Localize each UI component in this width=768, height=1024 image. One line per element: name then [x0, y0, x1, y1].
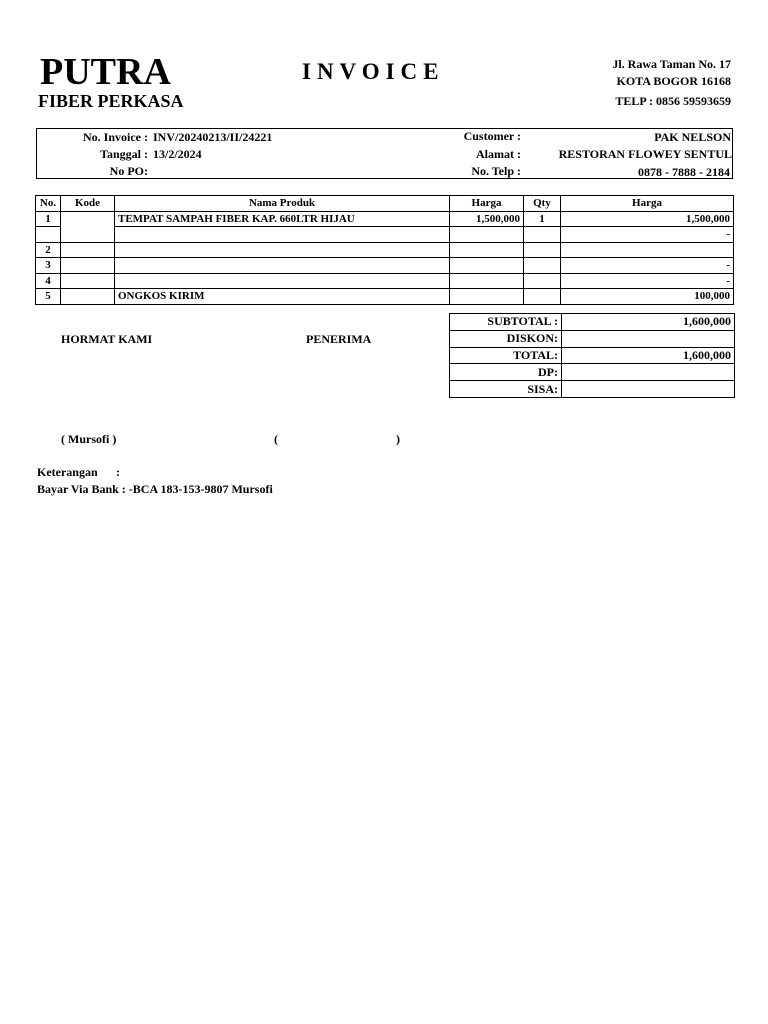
row-total: 1,500,000: [561, 211, 734, 227]
row-qty: [524, 242, 561, 258]
subtotal-row: [450, 314, 735, 331]
total-label: TOTAL:: [450, 347, 562, 364]
row-kode: [61, 273, 115, 289]
row-nama: [115, 258, 450, 274]
totals-table: [449, 313, 735, 398]
row-no: 2: [36, 242, 61, 258]
row-no: 1: [36, 211, 61, 227]
dp-label: DP:: [450, 364, 562, 381]
row-harga: 1,500,000: [450, 211, 524, 227]
signature-right-open: (: [274, 432, 278, 446]
header-kode: Kode: [61, 196, 115, 212]
row-harga: [450, 242, 524, 258]
row-qty: 1: [524, 211, 561, 227]
row-total: 100,000: [561, 289, 734, 305]
row-nama: [115, 227, 450, 243]
invoice-date-label: Tanggal :: [100, 147, 148, 161]
row-harga: [450, 289, 524, 305]
subtotal-label: SUBTOTAL :: [450, 314, 562, 331]
row-harga: [450, 227, 524, 243]
header-total-harga: Harga: [561, 196, 734, 212]
table-row: [36, 289, 734, 305]
sisa-row: [450, 381, 735, 398]
row-kode: [61, 242, 115, 258]
company-address-line2: KOTA BOGOR 16168: [616, 74, 731, 88]
header-no: No.: [36, 196, 61, 212]
invoice-number-label: No. Invoice :: [83, 130, 148, 144]
diskon-value: [562, 330, 735, 347]
signature-left-name: ( Mursofi ): [61, 432, 117, 446]
row-nama: [115, 242, 450, 258]
sisa-value: [562, 381, 735, 398]
dp-row: [450, 364, 735, 381]
table-row: [36, 211, 734, 227]
row-kode: [61, 258, 115, 274]
items-table: [35, 195, 734, 305]
signature-left-label: HORMAT KAMI: [61, 332, 153, 346]
customer-address: RESTORAN FLOWEY SENTUL: [558, 147, 732, 161]
company-phone: TELP : 0856 59593659: [615, 94, 731, 108]
row-no: 5: [36, 289, 61, 305]
company-address-line1: Jl. Rawa Taman No. 17: [612, 57, 731, 71]
total-row: [450, 347, 735, 364]
company-subname: FIBER PERKASA: [38, 91, 184, 111]
row-no: 4: [36, 273, 61, 289]
table-row: [36, 273, 734, 289]
row-harga: [450, 273, 524, 289]
row-total: [561, 242, 734, 258]
row-qty: [524, 289, 561, 305]
row-total: -: [561, 227, 734, 243]
customer-address-label: Alamat :: [476, 147, 521, 161]
customer-phone-label: No. Telp :: [471, 164, 521, 178]
header-qty: Qty: [524, 196, 561, 212]
sisa-label: SISA:: [450, 381, 562, 398]
total-value: 1,600,000: [562, 347, 735, 364]
bank-info: Bayar Via Bank : -BCA 183-153-9807 Mursofi: [37, 482, 273, 496]
diskon-label: DISKON:: [450, 330, 562, 347]
invoice-title: INVOICE: [302, 59, 445, 84]
row-nama: ONGKOS KIRIM: [115, 289, 450, 305]
row-total: -: [561, 273, 734, 289]
customer-name: PAK NELSON: [654, 130, 731, 144]
signature-right-close: ): [396, 432, 400, 446]
row-qty: [524, 227, 561, 243]
row-kode: [61, 211, 115, 242]
header-harga: Harga: [450, 196, 524, 212]
row-nama: TEMPAT SAMPAH FIBER KAP. 660LTR HIJAU: [115, 211, 450, 227]
keterangan-colon: :: [116, 465, 120, 479]
invoice-number: INV/20240213/II/24221: [153, 130, 273, 144]
invoice-date: 13/2/2024: [153, 147, 202, 161]
company-name: PUTRA: [40, 51, 171, 93]
invoice-info-box: [36, 128, 733, 179]
signature-right-label: PENERIMA: [306, 332, 372, 346]
row-nama: [115, 273, 450, 289]
customer-phone: 0878 - 7888 - 2184: [638, 165, 730, 179]
table-row: [36, 227, 734, 243]
table-header-row: [36, 196, 734, 212]
row-harga: [450, 258, 524, 274]
keterangan-label: Keterangan: [37, 465, 98, 479]
table-row: [36, 258, 734, 274]
row-total: -: [561, 258, 734, 274]
row-qty: [524, 258, 561, 274]
subtotal-value: 1,600,000: [562, 314, 735, 331]
row-no: [36, 227, 61, 243]
row-qty: [524, 273, 561, 289]
header-nama-produk: Nama Produk: [115, 196, 450, 212]
customer-name-label: Customer :: [463, 129, 521, 143]
diskon-row: [450, 330, 735, 347]
table-row: [36, 242, 734, 258]
row-no: 3: [36, 258, 61, 274]
po-number-label: No PO:: [109, 164, 148, 178]
row-kode: [61, 289, 115, 305]
dp-value: [562, 364, 735, 381]
